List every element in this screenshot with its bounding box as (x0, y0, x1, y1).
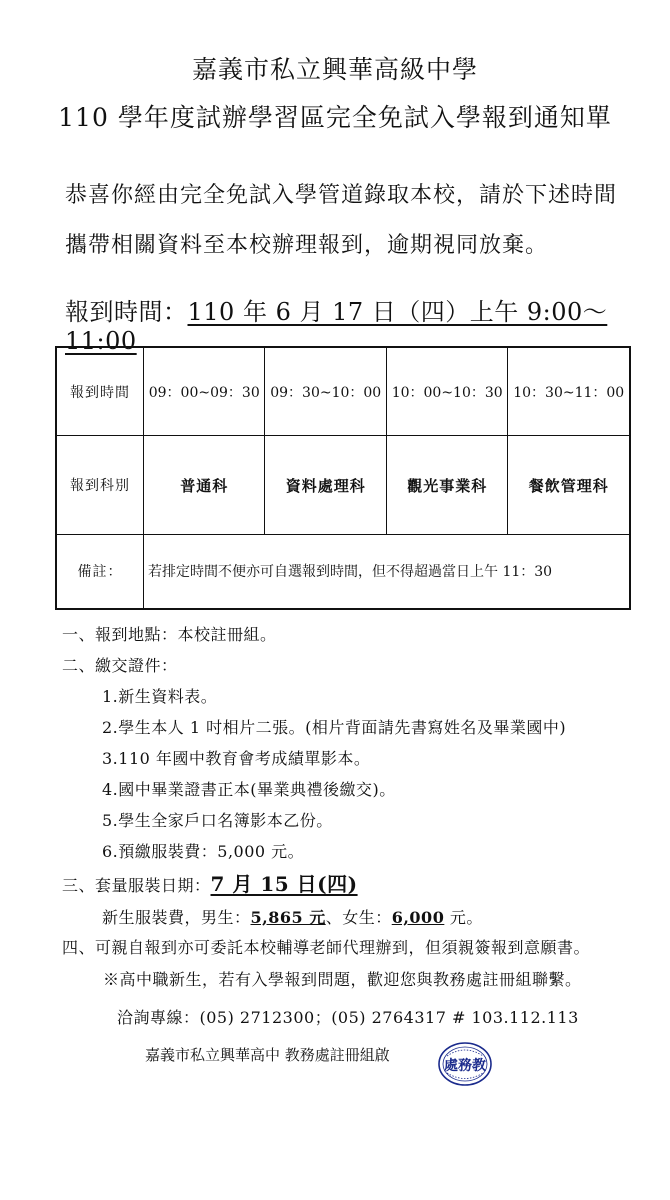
list-item: 3.110 年國中教育會考成績單影本。 (102, 749, 371, 768)
school-name: 嘉義市私立興華高級中學 (191, 55, 478, 84)
table-row (56, 436, 630, 535)
dept-cell: 觀光事業科 (386, 436, 507, 535)
notice-title: 110 學年度試辦學習區完全免試入學報到通知單 (58, 103, 612, 132)
uniform-fee-mid: 、女生： (325, 908, 392, 927)
uniform-fee-male: 5,865 元 (250, 908, 326, 927)
reminder-note: ※高中職新生，若有入學報到問題，歡迎您與教務處註冊組聯繫。 (103, 970, 582, 989)
official-seal (437, 1040, 493, 1088)
list-item: 5.學生全家戶口名簿影本乙份。 (102, 811, 333, 830)
table-row (56, 534, 630, 609)
uniform-fee-line (102, 905, 483, 928)
note-header-cell: 備註： (56, 534, 144, 609)
item-proxy: 四、可親自報到亦可委託本校輔導老師代理辦到，但須親簽報到意願書。 (62, 938, 591, 957)
item-uniform-date (62, 868, 358, 897)
uniform-date-label: 三、套量服裝日期： (62, 876, 211, 895)
seal-icon (437, 1040, 493, 1088)
uniform-fee-prefix: 新生服裝費，男生： (102, 908, 251, 927)
uniform-date-value: 7 月 15 日(四) (210, 872, 358, 896)
uniform-fee-suffix: 元。 (444, 908, 483, 927)
dept-cell: 資料處理科 (265, 436, 386, 535)
time-slot-cell: 09：30~10：00 (265, 347, 386, 436)
time-header-cell: 報到時間 (56, 347, 144, 436)
schedule-table (55, 346, 631, 610)
dept-cell: 餐飲管理科 (508, 436, 630, 535)
time-slot-cell: 10：30~11：00 (508, 347, 630, 436)
report-time-label: 報到時間： (65, 298, 188, 326)
list-item: 4.國中畢業證書正本(畢業典禮後繳交)。 (102, 780, 396, 799)
time-slot-cell: 09：00~09：30 (144, 347, 265, 436)
list-item: 6.預繳服裝費：5,000 元。 (102, 842, 305, 861)
report-time-value: 110 年 6 月 17 日（四）上午 9:00～11:00 (65, 298, 608, 355)
intro-line-1: 恭喜你經由完全免試入學管道錄取本校，請於下述時間 (65, 183, 618, 208)
uniform-fee-female: 6,000 (391, 908, 445, 927)
item-documents: 二、繳交證件： (62, 656, 178, 675)
table-row (56, 347, 630, 436)
signature: 嘉義市私立興華高中 教務處註冊組啟 (145, 1046, 390, 1064)
dept-cell: 普通科 (144, 436, 265, 535)
dept-header-cell: 報到科別 (56, 436, 144, 535)
list-item: 1.新生資料表。 (102, 687, 218, 706)
list-item: 2.學生本人 1 吋相片二張。(相片背面請先書寫姓名及畢業國中) (102, 718, 567, 737)
note-cell: 若排定時間不便亦可自選報到時間，但不得超過當日上午 11：30 (144, 534, 631, 609)
item-location: 一、報到地點：本校註冊組。 (62, 625, 277, 644)
time-slot-cell: 10：00~10：30 (386, 347, 507, 436)
svg-text:處務教: 處務教 (444, 1058, 486, 1074)
intro-line-2: 攜帶相關資料至本校辦理報到，逾期視同放棄。 (65, 233, 549, 258)
contact-line: 洽詢專線：(05) 2712300；(05) 2764317 # 103.112.113 (117, 1008, 579, 1027)
